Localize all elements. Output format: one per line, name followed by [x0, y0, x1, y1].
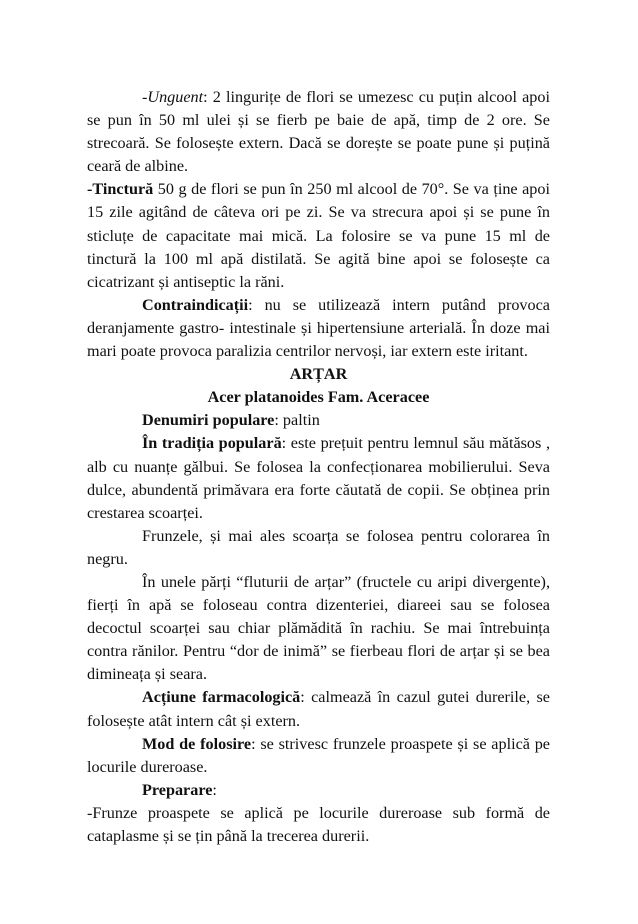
paragraph-actiune	[87, 686, 550, 732]
preparare-text: :	[212, 780, 217, 799]
mod-text: : se strivesc frunzele proaspete și se aplică pe locurile dureroase.	[87, 734, 550, 776]
denumiri-text: : paltin	[274, 411, 320, 430]
paragraph-frunze: -Frunze proaspete se aplică pe locurile dureroase sub formă de cataplasme și se țin până la trecerea durerii.	[87, 803, 550, 845]
contraindicatii-text: : nu se utilizează intern putând provoca deranjamente gastro- intestinale și hipertensiune arterială. În doze mai mari poate provoca paralizia centrilor nervoși, iar extern este iritant.	[87, 295, 550, 361]
paragraph-unguent	[87, 86, 550, 178]
contraindicatii-label: Contraindicații	[142, 295, 249, 314]
paragraph-mod-folosire	[87, 733, 550, 779]
paragraph-frunzele: Frunzele, și mai ales scoarța se folosea pentru colorarea în negru.	[87, 526, 550, 568]
actiune-label: Acțiune farmacologică	[142, 688, 301, 707]
unguent-label: -Unguent	[142, 88, 204, 106]
tinctura-text: 50 g de flori se pun în 250 ml alcool de 70°. Se va ține apoi 15 zile agitând de câteva ori pe zi. Se va strecura apoi și se pune în sticluțe de capacitate mai mică. La folosire se va pune 15 ml de tinctură la 100 ml apă distilată. Se agită bine apoi se folosește ca cicatrizant și antiseptic la răni.	[87, 180, 550, 291]
paragraph-contraindicatii	[87, 294, 550, 363]
paragraph-unele-parti: În unele părți “fluturii de arțar” (fructele cu aripi divergente), fierți în apă se foloseau contra dizenteriei, diareei sau se folosea decoctul scoarței sau chiar plămădită în rachiu. Se mai întrebuința contra rănilor. Pentru “dor de inimă” se fierbeau flori de arțar și se bea dimineața și seara.	[87, 572, 550, 684]
paragraph-tinctura	[87, 178, 550, 293]
paragraph-preparare	[87, 779, 550, 802]
plant-title: ARȚAR	[289, 365, 348, 384]
preparare-label: Preparare	[142, 780, 213, 799]
document-page	[87, 86, 550, 848]
mod-label: Mod de folosire	[142, 734, 252, 753]
paragraph-traditia	[87, 432, 550, 524]
denumiri-label: Denumiri populare	[142, 411, 275, 430]
traditia-text: : este prețuit pentru lemnul său mătăsos , alb cu nuanțe gălbui. Se folosea la confecționarea mobilierului. Seva dulce, abundentă primăvara era forte căutată de copii. Se obținea prin crestarea scoarței.	[87, 434, 550, 522]
plant-latin-name: Acer platanoides Fam. Aceracee	[207, 388, 430, 407]
paragraph-denumiri	[87, 409, 550, 432]
unguent-text: : 2 lingurițe de flori se umezesc cu puțin alcool apoi se pun în 50 ml ulei și se fierb pe baie de apă, timp de 2 ore. Se strecoară. Se folosește extern. Dacă se dorește se poate pune și puțină ceară de albine.	[87, 88, 550, 176]
tinctura-label: -Tinctură	[87, 180, 154, 199]
traditia-label: În tradiția populară	[142, 434, 282, 453]
actiune-text: : calmează în cazul gutei durerile, se folosește atât intern cât și extern.	[87, 688, 550, 730]
